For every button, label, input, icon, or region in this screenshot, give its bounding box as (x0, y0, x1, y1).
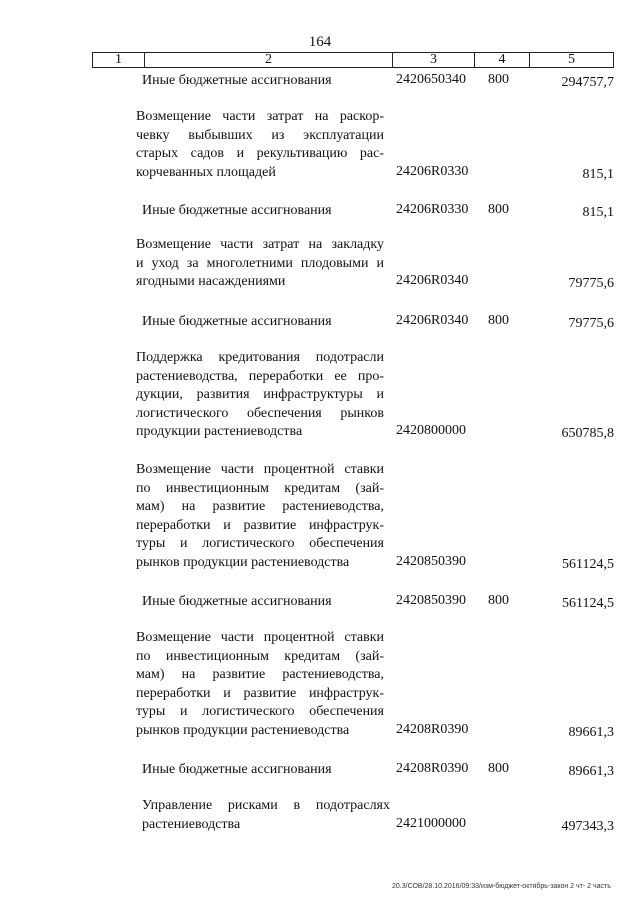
row-code: 2420850390 (396, 553, 466, 569)
description-line: Иные бюджетные ассигнования (142, 73, 332, 88)
description-line: чевку выбывших из эксплуатации (136, 127, 384, 143)
row-code: 2420850390 (396, 593, 466, 608)
row-description (142, 72, 390, 91)
row-code: 2420800000 (396, 423, 466, 438)
row-amount: 561124,5 (562, 556, 614, 572)
row-amount: 561124,5 (562, 596, 614, 611)
description-line: Возмещение части процентной ставки (136, 462, 384, 477)
row-code: 24208R0390 (396, 721, 469, 737)
description-line: корчеванных площадей (136, 164, 276, 180)
row-code: 24206R0330 (396, 202, 469, 217)
description-line: продукции растениеводства (136, 424, 303, 439)
row-description (136, 629, 384, 740)
description-line: мам) на развитие растениеводства, (136, 667, 384, 682)
row-description (142, 797, 390, 834)
description-line: Возмещение части затрат на закладку (136, 237, 384, 252)
description-line: рынков продукции растениеводства (136, 554, 350, 570)
description-line: растениеводства, переработки ее про- (136, 368, 384, 384)
row-code: 2420650340 (396, 72, 466, 87)
description-line: Иные бюджетные ассигнования (142, 594, 332, 609)
row-description (136, 349, 384, 442)
description-line: по инвестиционным кредитам (зай- (136, 480, 384, 496)
row-amount: 89661,3 (568, 764, 614, 779)
row-expense-type: 800 (488, 761, 509, 776)
row-code: 24206R0340 (396, 313, 469, 328)
description-line: туры и логистического обеспечения (136, 704, 384, 719)
column-header-5: 5 (568, 52, 575, 67)
column-header-row (92, 52, 614, 68)
description-line: Поддержка кредитования подотрасли (136, 350, 384, 365)
column-header-2: 2 (145, 53, 393, 67)
column-header-1: 1 (93, 53, 145, 67)
row-amount: 89661,3 (568, 724, 614, 740)
description-line: Иные бюджетные ассигнования (142, 314, 332, 329)
row-code: 24208R0390 (396, 761, 469, 776)
row-code: 24206R0330 (396, 163, 469, 179)
page-number: 164 (308, 34, 332, 50)
column-header-4: 4 (475, 53, 530, 67)
description-line: старых садов и рекультивацию рас- (136, 146, 384, 161)
row-amount: 650785,8 (561, 426, 614, 441)
description-line: ягодными насаждениями (136, 274, 286, 289)
description-line: Иные бюджетные ассигнования (142, 203, 332, 218)
row-amount: 497343,3 (561, 818, 614, 834)
description-line: по инвестиционным кредитам (зай- (136, 648, 384, 664)
row-amount: 79775,6 (568, 276, 614, 291)
document-footer-code: 20.3/СОВ/28.10.2016/09:33/изм-бюджет-октябрь-закон 2 чт- 2 часть (392, 883, 611, 890)
row-description (136, 236, 384, 292)
description-line: туры и логистического обеспечения (136, 536, 384, 551)
row-code: 24206R0340 (396, 273, 469, 288)
description-line: переработки и развитие инфраструк- (136, 517, 384, 533)
description-line: Иные бюджетные ассигнования (142, 762, 332, 777)
column-header-3: 3 (393, 53, 475, 67)
row-description (142, 313, 390, 332)
row-expense-type: 800 (488, 593, 509, 608)
row-description (142, 761, 390, 780)
description-line: Управление рисками в подотраслях (142, 798, 390, 813)
row-expense-type: 800 (488, 313, 509, 328)
row-amount: 815,1 (582, 205, 614, 220)
description-line: логистического обеспечения рынков (136, 405, 384, 421)
description-line: и уход за многолетними плодовыми и (136, 255, 384, 271)
row-amount: 294757,7 (561, 75, 614, 90)
description-line: мам) на развитие растениеводства, (136, 499, 384, 514)
description-line: дукции, развития инфраструктуры и (136, 387, 384, 402)
row-description (142, 593, 390, 612)
row-description (136, 108, 384, 182)
description-line: переработки и развитие инфраструк- (136, 685, 384, 701)
row-amount: 815,1 (582, 166, 614, 182)
description-line: Возмещение части затрат на раскор- (136, 109, 384, 124)
row-expense-type: 800 (488, 202, 509, 217)
row-expense-type: 800 (488, 72, 509, 87)
description-line: растениеводства (142, 816, 241, 832)
row-code: 2421000000 (396, 815, 466, 831)
description-line: Возмещение части процентной ставки (136, 630, 384, 645)
row-description (142, 202, 390, 221)
row-amount: 79775,6 (568, 316, 614, 331)
row-description (136, 461, 384, 572)
description-line: рынков продукции растениеводства (136, 722, 350, 738)
